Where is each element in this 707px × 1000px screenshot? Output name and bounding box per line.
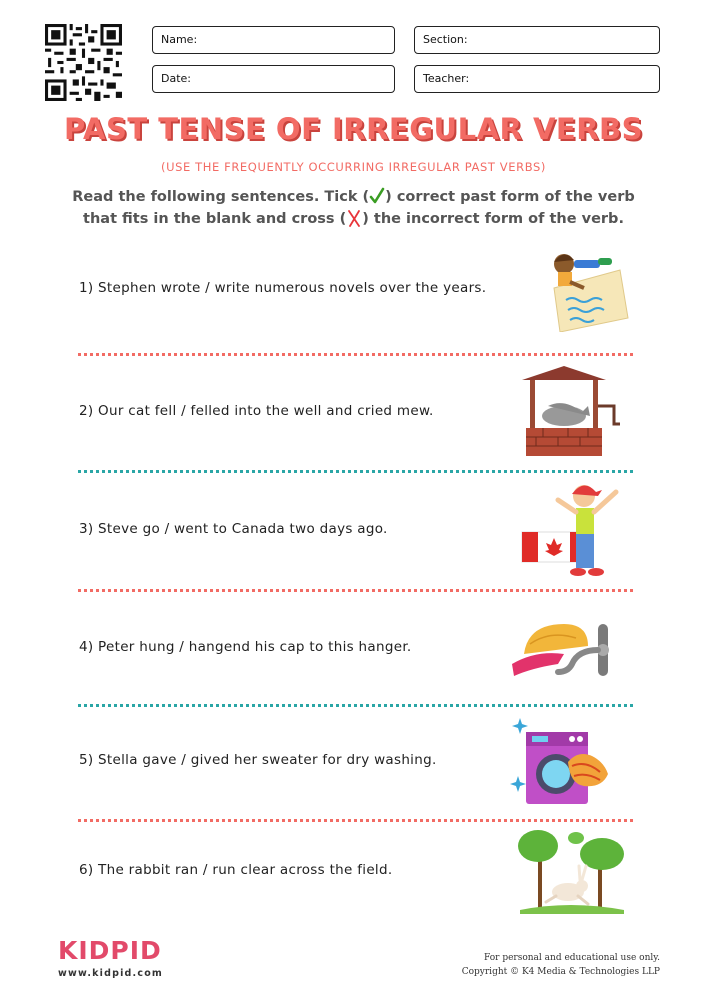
sentence-4: 4) Peter hung / hangend his cap to this hanger.	[79, 639, 412, 655]
cat-well-illustration	[518, 366, 630, 458]
instructions-text-2b: ) the incorrect form of the verb.	[362, 211, 624, 227]
date-field[interactable]	[152, 65, 395, 93]
instructions-line-2	[0, 208, 707, 230]
instructions-text-1a: Read the following sentences. Tick (	[72, 189, 370, 205]
instructions-text-1b: ) correct past form of the verb	[385, 189, 635, 205]
site-url[interactable]: www.kidpid.com	[58, 968, 164, 979]
teacher-field[interactable]	[414, 65, 660, 93]
sentence-6: 6) The rabbit ran / run clear across the field.	[79, 862, 393, 878]
copyright: Copyright © K4 Media & Technologies LLP	[461, 967, 660, 977]
name-label: Name:	[161, 33, 198, 46]
divider-4	[78, 704, 633, 707]
washing-machine-illustration	[510, 716, 616, 808]
divider-3	[78, 589, 633, 592]
worksheet-subtitle: (USE THE FREQUENTLY OCCURRING IRREGULAR PAST VERBS)	[161, 160, 546, 174]
canada-boy-illustration	[520, 480, 625, 580]
boy-writing-illustration	[540, 248, 630, 332]
teacher-label: Teacher:	[423, 72, 470, 85]
section-label: Section:	[423, 33, 468, 46]
sentence-1: 1) Stephen wrote / write numerous novels over the years.	[79, 280, 487, 296]
qr-code	[45, 24, 122, 101]
divider-5	[78, 819, 633, 822]
sentence-5: 5) Stella gave / gived her sweater for dry washing.	[79, 752, 437, 768]
worksheet-title: PAST TENSE OF IRREGULAR VERBS	[63, 112, 644, 146]
cap-hanger-illustration	[510, 620, 614, 684]
logo-text: KIDPID	[58, 936, 162, 965]
instructions-text-2a: that fits in the blank and cross (	[83, 211, 347, 227]
name-field[interactable]	[152, 26, 395, 54]
cross-icon	[346, 209, 362, 227]
tick-icon	[369, 187, 385, 205]
kidpid-logo	[58, 936, 162, 965]
section-field[interactable]	[414, 26, 660, 54]
usage-note: For personal and educational use only.	[484, 953, 660, 963]
divider-2	[78, 470, 633, 473]
instructions-line-1	[0, 186, 707, 208]
sentence-2: 2) Our cat fell / felled into the well and cried mew.	[79, 403, 434, 419]
rabbit-field-illustration	[516, 826, 628, 914]
divider-1	[78, 353, 633, 356]
sentence-3: 3) Steve go / went to Canada two days ago.	[79, 521, 388, 537]
date-label: Date:	[161, 72, 191, 85]
